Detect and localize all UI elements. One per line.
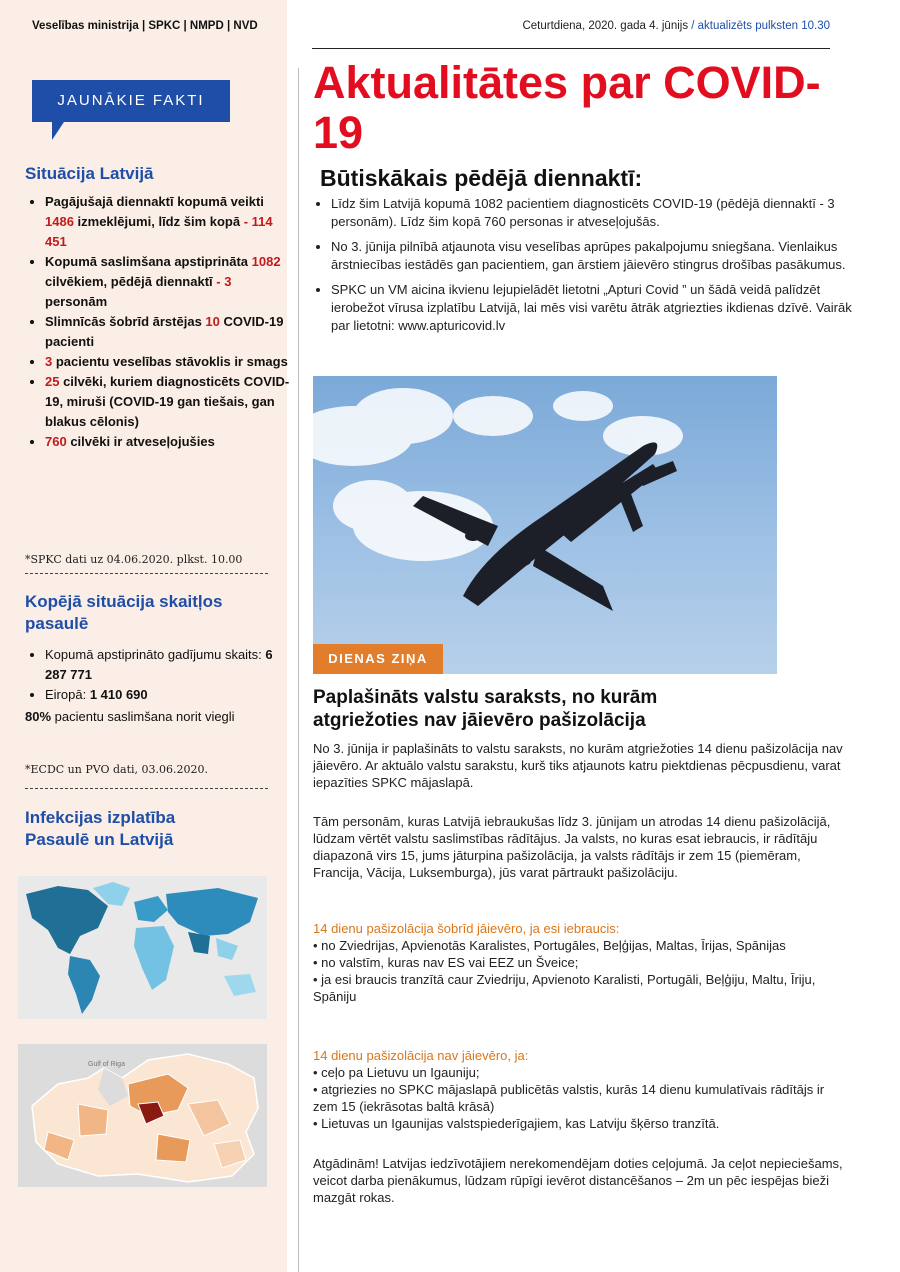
latest-facts-badge: JAUNĀKIE FAKTI [32,80,230,122]
latvia-fact: • Pagājušajā diennaktī kopumā veikti 1486 izmeklējumi, līdz šim kopā - 114 451 [45,192,290,252]
world-fact: • Kopumā apstiprināto gadījumu skaits: 6 287 771 [45,645,290,685]
no-isolate-heading: 14 dienu pašizolācija nav jāievēro, ja: [313,1048,529,1063]
badge-tail [52,122,64,140]
world-fact: • Eiropā: 1 410 690 [45,685,290,705]
world-heading: Kopējā situācija skaitļos pasaulē [25,592,223,633]
updated-text: / aktualizēts pulksten 10.30 [688,20,830,32]
latvia-source-note: *SPKC dati uz 04.06.2020. plkst. 10.00 [25,553,243,566]
key-facts-heading: Būtiskākais pēdējā diennaktī: [320,165,643,191]
article-title: Paplašināts valstu saraksts, no kurām atgriežoties nav jāievēro pašizolācija [313,687,658,731]
header-rule [312,48,830,49]
date-text: Ceturtdiena, 2020. gada 4. jūnijs [522,20,689,32]
world-source-note: *ECDC un PVO dati, 03.06.2020. [25,763,209,776]
key-fact: • SPKC un VM aicina ikvienu lejupielādēt lietotni „Apturi Covid ” un šādā veidā palīdzēt ierobežot vīrusa izplatību Latvijā, lai mēs visi varētu ātrāk atgriezties ikdienas dzīvē. Vairāk par lietotni: www.apturicovid.lv [331,281,861,335]
header-date [522,20,830,32]
daily-news-tag: DIENAS ZIŅA [313,644,443,674]
must-isolate-line: • ja esi braucis tranzītā caur Zviedriju, Apvienoto Karalisti, Portugāli, Beļģiju, Maltu, Īriju, Spāniju [313,972,816,1004]
article-paragraph: Tām personām, kuras Latvijā iebraukušas līdz 3. jūnijam un atrodas 14 dienu pašizolācijā, lūdzam vērtēt valstu saslimstības rādītājus. Ja valsts, no kuras esat iebraucis, ir rādītāju diapazonā virs 15, jums jāturpina pašizolācija, ja valsts rādītājs ir zem 15 (piemēram, Francija, Vācija, Luksemburga), jūs varat pārtraukt pašizolāciju. [313,814,831,880]
airplane-photo [313,376,777,674]
column-divider [298,68,299,1272]
no-isolate-line: • atgriezies no SPKC mājaslapā publicētās valstis, kurās 14 dienu kumulatīvais rādītājs ir zem 15 (iekrāsotas baltā krāsā) [313,1082,825,1114]
latvia-heading: Situācija Latvijā [25,164,154,183]
spread-heading: Infekcijas izplatība Pasaulē un Latvijā [25,808,176,849]
latvia-fact: • 25 cilvēki, kuriem diagnosticēts COVID-19, miruši (COVID-19 gan tiešais, gan blakus cēlonis) [45,372,290,432]
latvia-fact: • 3 pacientu veselības stāvoklis ir smags [45,352,290,372]
no-isolate-section [313,1047,843,1132]
must-isolate-line: • no valstīm, kuras nav ES vai EEZ un Šveice; [313,955,579,970]
no-isolate-line: • ceļo pa Lietuvu un Igauniju; [313,1065,480,1080]
key-fact: • Līdz šim Latvijā kopumā 1082 pacientiem diagnosticēts COVID-19 (pēdējā diennaktī - 3 personām). Līdz šim kopā 760 personas ir atveseļojušās. [331,195,861,231]
latvia-facts-list [25,192,290,452]
world-map-image [18,876,267,1019]
reminder-paragraph: Atgādinām! Latvijas iedzīvotājiem nerekomendējam doties ceļojumā. Ja ceļot nepieciešams, veicot darba pienākumus, lūdzam rūpīgi ievērot distancēšanos – 2m un pēc iespējas bieži mazgāt rokas. [313,1156,843,1205]
dashed-divider [25,573,268,574]
article-paragraph: No 3. jūnija ir paplašināts to valstu saraksts, no kurām atgriežoties 14 dienu pašizolācija nav jāievēro. Ar aktuālo valstu sarakstu, kurš tiks atjaunots katru piektdienas pēcpusdienu, varat iepazīties SPKC mājaslapā. [313,741,843,790]
latvia-fact: • Slimnīcās šobrīd ārstējas 10 COVID-19 pacienti [45,312,290,352]
no-isolate-line: • Lietuvas un Igaunijas valstspiederīgajiem, kas Latviju šķērso tranzītā. [313,1116,720,1131]
header-orgs: Veselības ministrija | SPKC | NMPD | NVD [32,20,258,32]
must-isolate-heading: 14 dienu pašizolācija šobrīd jāievēro, ja esi iebraucis: [313,921,620,936]
latvia-fact: • 760 cilvēki ir atveseļojušies [45,432,290,452]
dashed-divider [25,788,268,789]
must-isolate-line: • no Zviedrijas, Apvienotās Karalistes, Portugāles, Beļģijas, Maltas, Īrijas, Spānijas [313,938,786,953]
key-facts-list [313,195,861,342]
latvia-fact: • Kopumā saslimšana apstiprināta 1082 cilvēkiem, pēdējā diennaktī - 3 personām [45,252,290,312]
mild-cases-fact: 80% pacientu saslimšana norit viegli [25,709,235,724]
key-fact: • No 3. jūnija pilnībā atjaunota visu veselības aprūpes pakalpojumu sniegšana. Vienlaikus ārstniecības iestādēs gan pacientiem, gan ārstiem jāievēro stingrus drošības pasākumus. [331,238,861,274]
world-facts-list [25,645,290,705]
must-isolate-section [313,920,843,1005]
page-title: Aktualitātes par COVID-19 [313,57,821,158]
latvia-map-image [18,1044,267,1187]
gulf-of-riga-label: Gulf of Riga [88,1061,125,1068]
